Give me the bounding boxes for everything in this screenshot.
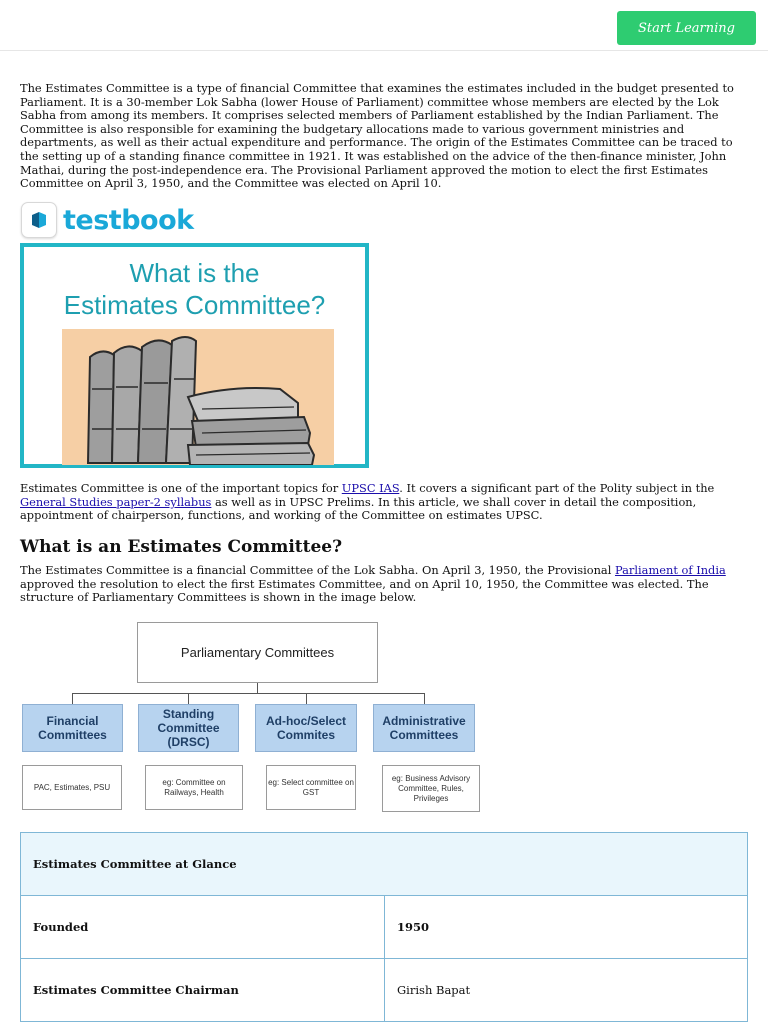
parliamentary-committees-chart [20,620,490,816]
para2-text-1: Estimates Committee is one of the important topics for [20,481,342,495]
banner-title-line2: Estimates Committee? [63,290,326,320]
estimates-committee-banner [20,243,369,468]
para2-text-3: as well as in UPSC Prelims. In this article, we shall cover in detail the composition, appointment of chairperson, functions, and working of the Committee on estimates UPSC. [20,494,697,523]
org-connector [72,693,425,694]
banner-title [24,257,365,321]
org-category-standing: Standing Committee (DRSC) [138,704,239,752]
books-illustration [62,329,334,465]
table-cell-value: Girish Bapat [385,959,748,1022]
upsc-ias-link[interactable]: UPSC IAS [341,481,400,495]
banner-title-line1: What is the [129,258,260,288]
testbook-logo-text: testbook [63,204,194,236]
org-example-adhoc: eg: Select committee on GST [266,765,356,810]
table-cell-label: Founded [21,896,385,959]
org-example-financial: PAC, Estimates, PSU [22,765,122,810]
org-example-administrative: eg: Business Advisory Committee, Rules, Privileges [382,765,480,812]
org-connector [72,693,73,704]
para3-text-2: approved the resolution to elect the first Estimates Committee, and on April 10, 1950, the Committee was elected. The structure of Parliamentary Committees is shown in the image below. [20,576,709,605]
org-root-box: Parliamentary Committees [137,622,378,683]
org-category-financial: Financial Committees [22,704,123,752]
section-heading: What is an Estimates Committee? [20,537,343,557]
org-connector [257,683,258,693]
org-example-standing: eg: Committee on Railways, Health [145,765,243,810]
topic-intro-paragraph [20,482,744,523]
org-category-administrative: Administrative Committees [373,704,475,752]
org-connector [188,693,189,704]
org-connector [306,693,307,704]
definition-paragraph [20,564,744,605]
table-title: Estimates Committee at Glance [21,833,748,896]
gs-paper-2-syllabus-link[interactable]: General Studies paper-2 syllabus [20,494,212,509]
table-cell-value: 1950 [385,896,748,959]
testbook-logo [21,202,194,238]
para3-text-1: The Estimates Committee is a financial Committee of the Lok Sabha. On April 3, 1950, the Provisional [20,563,615,577]
org-connector [424,693,425,704]
table-row [21,896,748,959]
top-bar [0,0,768,51]
table-cell-label: Estimates Committee Chairman [21,959,385,1022]
table-row [21,833,748,896]
parliament-of-india-link[interactable]: Parliament of India [614,563,726,577]
table-row [21,959,748,1022]
intro-paragraph: The Estimates Committee is a type of financial Committee that examines the estimates included in the budget presented to Parliament. It is a 30-member Lok Sabha (lower House of Parliament) committee whose members are elected by the Lok Sabha from among its members. It comprises selected members of Parliament established by the Indian Parliament. The Committee is also responsible for examining the budgetary allocations made to various government ministries and departments, as well as their actual expenditure and performance. The origin of the Estimates Committee can be traced to the setting up of a standing finance committee in 1921. It was established on the advice of the then-finance minister, John Mathai, during the post-independence era. The Provisional Parliament approved the motion to elect the first Estimates Committee on April 3, 1950, and the Committee was elected on April 10. [20,81,734,191]
para2-text-2: . It covers a significant part of the Polity subject in the [399,481,715,495]
testbook-logo-icon [21,202,57,238]
committee-glance-table [20,832,748,1022]
org-category-adhoc: Ad-hoc/Select Commites [255,704,357,752]
start-learning-button[interactable]: Start Learning [617,11,756,45]
